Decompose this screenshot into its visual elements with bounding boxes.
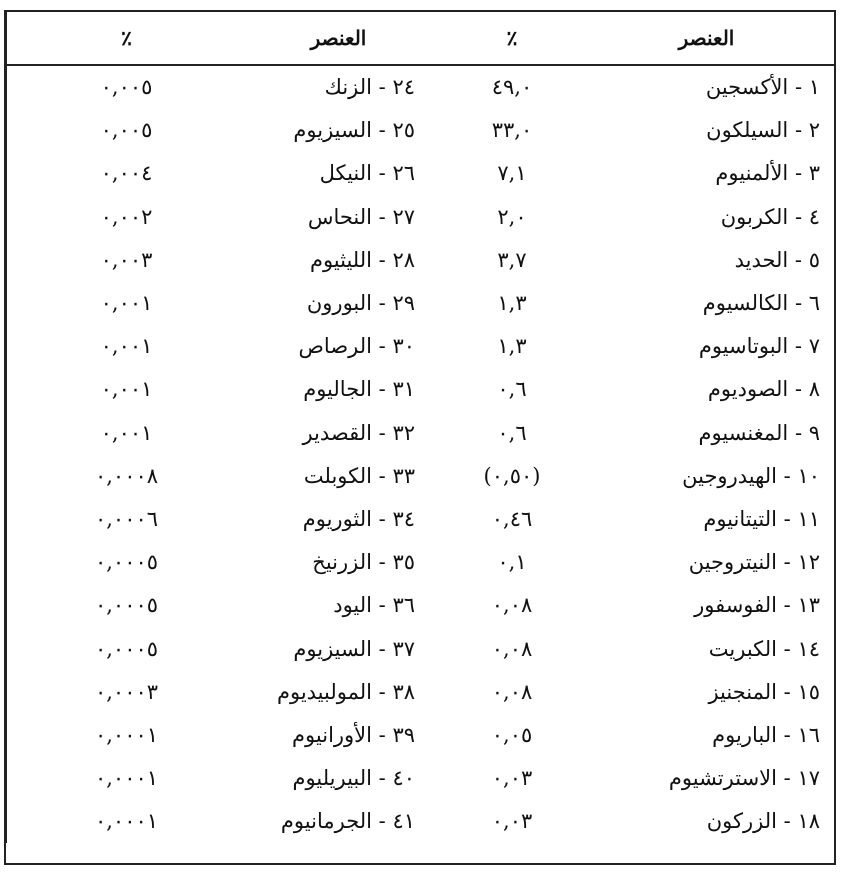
element-percent-right: ٠,٠٣ [491,766,533,791]
element-percent-right: ٣,٧ [497,247,527,272]
element-percent-right: ٠,٦ [497,377,527,402]
header-element-left: العنصر [246,12,431,66]
element-percent-left: ٠,٠٠٠١ [6,800,246,843]
element-percent-right: ٤٩,٠ [491,75,533,100]
element-percent-right: ٢,٠ [497,204,527,229]
element-name-left: ٢٥ - السيزيوم [293,118,415,143]
element-percent-left: ٠,٠٠٠٥ [6,627,246,670]
element-name-right: ٩ - المغنسيوم [698,420,820,445]
element-name-left: ٣٤ - الثوريوم [302,506,415,531]
element-percent-left: ٠,٠٠٥ [6,66,246,109]
element-name-right: ١٨ - الزركون [706,809,820,834]
element-name-left: ٢٨ - الليثيوم [309,247,415,272]
element-percent-right: ٠,٠٨ [491,593,533,618]
element-name-right: ١٢ - النيتروجين [688,550,820,575]
header-element-right: العنصر [593,12,834,66]
element-name-left: ٢٧ - النحاس [307,204,415,229]
element-percent-left: ٠,٠٠١ [6,325,246,368]
element-name-left: ٣٩ - الأورانيوم [292,722,415,747]
element-name-left: ٣٦ - اليود [333,593,415,618]
element-name-right: ٢ - السيلكون [706,118,820,143]
element-name-right: ٨ - الصوديوم [707,377,820,402]
element-name-left: ٤١ - الجرمانيوم [280,809,415,834]
element-name-left: ٢٩ - البورون [306,291,415,316]
element-percent-right: ٠,١ [497,550,527,575]
element-name-right: ٧ - البوتاسيوم [698,334,820,359]
elements-table [4,12,836,865]
element-name-left: ٤٠ - البيريليوم [292,766,415,791]
element-name-left: ٣٠ - الرصاص [298,334,415,359]
element-name-right: ٥ - الحديد [734,247,820,272]
element-percent-right: (٠,٥٠) [483,463,541,488]
element-name-right: ١٠ - الهيدروجين [682,463,820,488]
element-name-right: ٦ - الكالسيوم [702,291,820,316]
element-name-right: ١ - الأكسجين [705,75,820,100]
element-name-right: ١٤ - الكبريت [708,636,820,661]
element-name-left: ٢٤ - الزنك [324,75,415,100]
element-percent-left: ٠,٠٠١ [6,412,246,455]
element-percent-left: ٠,٠٠٠٥ [6,541,246,584]
header-percent-right: ٪ [431,12,593,66]
element-percent-left: ٠,٠٠٠٣ [6,671,246,714]
element-name-left: ٣٢ - القصدير [302,420,415,445]
element-percent-left: ٠,٠٠٢ [6,196,246,239]
element-percent-left: ٠,٠٠٣ [6,239,246,282]
element-percent-right: ٠,٠٨ [491,679,533,704]
element-percent-left: ٠,٠٠٠١ [6,757,246,800]
element-percent-left: ٠,٠٠٥ [6,109,246,152]
element-name-right: ٤ - الكربون [720,204,820,229]
header-percent-left: ٪ [6,12,246,66]
element-percent-right: ٧,١ [497,161,527,186]
element-name-left: ٣٥ - الزرنيخ [312,550,415,575]
element-percent-left: ٠,٠٠١ [6,368,246,411]
element-percent-left: ٠,٠٠٠١ [6,714,246,757]
element-name-left: ٢٦ - النيكل [319,161,415,186]
element-percent-right: ٠,٠٣ [491,809,533,834]
element-name-left: ٣٣ - الكوبلت [303,463,415,488]
element-percent-left: ٠,٠٠٠٦ [6,498,246,541]
element-name-left: ٣٧ - السيزيوم [293,636,415,661]
element-percent-left: ٠,٠٠١ [6,282,246,325]
element-name-right: ١٦ - الباريوم [712,722,820,747]
element-percent-right: ٣٣,٠ [491,118,533,143]
element-percent-right: ٠,٠٥ [491,722,533,747]
element-percent-left: ٠,٠٠٠٨ [6,455,246,498]
element-name-left: ٣٨ - المولبيديوم [276,679,415,704]
element-percent-right: ٠,٠٨ [491,636,533,661]
element-name-right: ١٣ - الفوسفور [694,593,820,618]
element-percent-left: ٠,٠٠٠٥ [6,584,246,627]
element-percent-right: ٠,٤٦ [491,506,533,531]
element-name-right: ١١ - التيتانيوم [703,506,820,531]
element-percent-left: ٠,٠٠٤ [6,152,246,195]
element-percent-right: ١,٣ [497,291,527,316]
element-name-left: ٣١ - الجاليوم [303,377,415,402]
element-percent-right: ١,٣ [497,334,527,359]
element-name-right: ٣ - الألمنيوم [715,161,820,186]
element-percent-right: ٠,٦ [497,420,527,445]
element-name-right: ١٥ - المنجنيز [708,679,820,704]
element-name-right: ١٧ - الاسترتشيوم [668,766,820,791]
